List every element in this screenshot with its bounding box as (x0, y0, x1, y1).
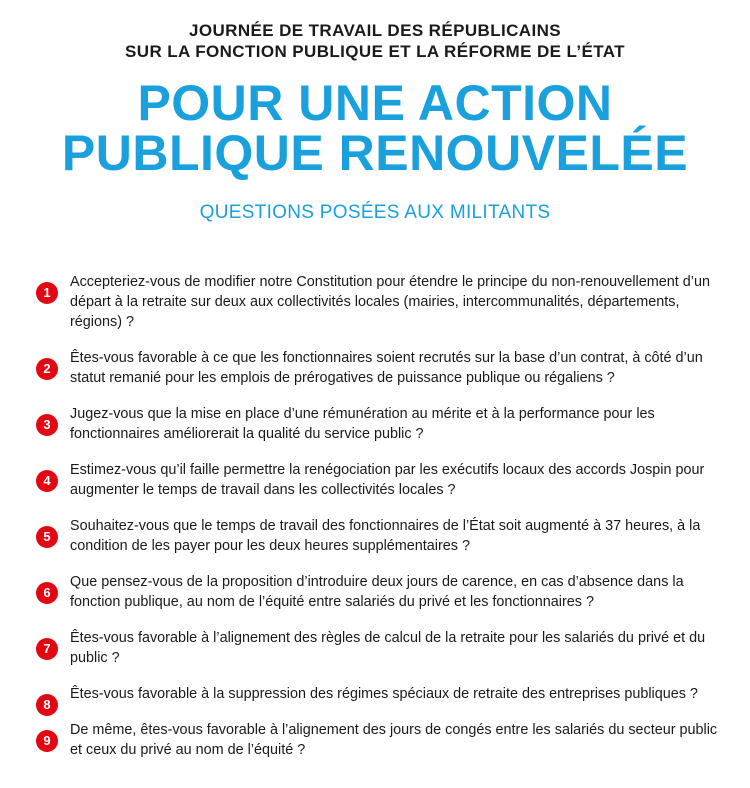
question-number-badge: 3 (36, 414, 58, 436)
question-item (36, 404, 726, 444)
question-number-badge: 7 (36, 638, 58, 660)
question-text: Accepteriez-vous de modifier notre Constitution pour étendre le principe du non-renouvellement d’un départ à la retraite sur deux aux collectivités locales (mairies, intercommunalités, départements, régions) ? (70, 274, 710, 330)
kicker-line-1: JOURNÉE DE TRAVAIL DES RÉPUBLICAINS (189, 21, 561, 40)
question-number-badge: 9 (36, 730, 58, 752)
question-number-badge: 6 (36, 582, 58, 604)
question-number-badge: 4 (36, 470, 58, 492)
question-text: Souhaitez-vous que le temps de travail des fonctionnaires de l’État soit augmenté à 37 heures, à la condition de les payer pour les deux heures supplémentaires ? (70, 518, 701, 554)
kicker (0, 20, 750, 62)
question-text: Êtes-vous favorable à la suppression des régimes spéciaux de retraite des entreprises publiques ? (70, 686, 698, 702)
question-item (36, 720, 726, 760)
question-text: De même, êtes-vous favorable à l’alignement des jours de congés entre les salariés du secteur public et ceux du privé au nom de l’équité ? (70, 722, 718, 758)
question-number-badge: 8 (36, 694, 58, 716)
question-item (36, 348, 726, 388)
question-item (36, 684, 726, 712)
question-number-badge: 1 (36, 282, 58, 304)
questions-list (36, 272, 726, 776)
question-text: Estimez-vous qu’il faille permettre la renégociation par les exécutifs locaux des accords Jospin pour augmenter le temps de travail dans les collectivités locales ? (70, 462, 705, 498)
question-text: Êtes-vous favorable à l’alignement des règles de calcul de la retraite pour les salariés du privé et du public ? (70, 630, 706, 666)
question-text: Que pensez-vous de la proposition d’introduire deux jours de carence, en cas d’absence dans la fonction publique, au nom de l’équité entre salariés du privé et les fonctionnaires ? (70, 574, 684, 610)
question-text: Êtes-vous favorable à ce que les fonctionnaires soient recrutés sur la base d’un contrat, à côté d’un statut remanié pour les emplois de prérogatives de puissance publique ou régaliens ? (70, 350, 703, 386)
question-item (36, 272, 726, 332)
question-item (36, 516, 726, 556)
question-text: Jugez-vous que la mise en place d’une rémunération au mérite et à la performance pour les fonctionnaires améliorerait la qualité du service public ? (70, 406, 655, 442)
kicker-line-2: SUR LA FONCTION PUBLIQUE ET LA RÉFORME DE L’ÉTAT (125, 42, 625, 61)
page-title (0, 75, 750, 181)
question-number-badge: 2 (36, 358, 58, 380)
question-item (36, 460, 726, 500)
title-line-2: PUBLIQUE RENOUVELÉE (61, 125, 689, 181)
question-item (36, 628, 726, 668)
question-item (36, 572, 726, 612)
title-line-1: POUR UNE ACTION (137, 75, 613, 131)
subtitle: QUESTIONS POSÉES AUX MILITANTS (199, 202, 551, 223)
header (0, 0, 750, 224)
question-number-badge: 5 (36, 526, 58, 548)
